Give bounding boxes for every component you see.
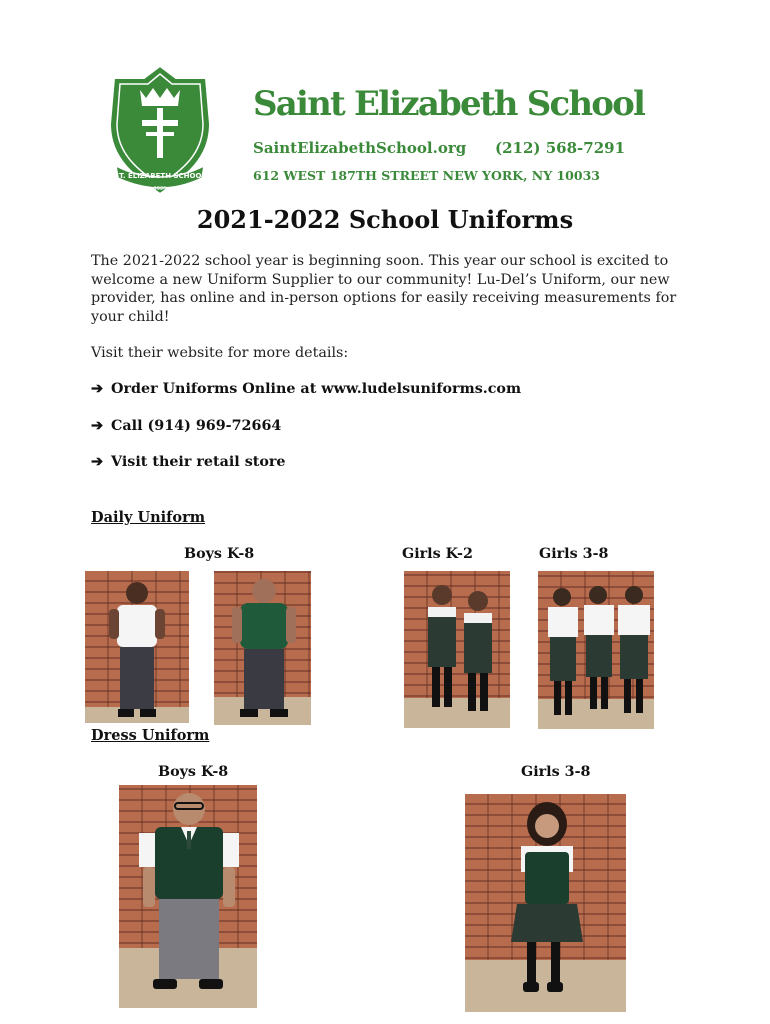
school-website[interactable]: SaintElizabethSchool.org xyxy=(253,139,467,157)
daily-boys-photo-1 xyxy=(85,571,189,723)
svg-text:1926: 1926 xyxy=(153,186,167,192)
school-phone: (212) 568-7291 xyxy=(495,139,626,157)
option-label: Call (914) 969-72664 xyxy=(111,418,282,434)
daily-uniform-heading: Daily Uniform xyxy=(91,509,206,526)
option-order-online xyxy=(91,381,521,397)
dress-uniform-heading: Dress Uniform xyxy=(91,727,210,744)
option-call xyxy=(91,418,281,434)
option-label: Visit their retail store xyxy=(111,454,286,470)
dress-boys-caption: Boys K-8 xyxy=(158,764,229,780)
svg-text:ST. ELIZABETH SCHOOL: ST. ELIZABETH SCHOOL xyxy=(114,172,206,180)
document-title: 2021-2022 School Uniforms xyxy=(196,205,574,234)
daily-girls-38-photo xyxy=(538,571,654,729)
school-address: 612 WEST 187TH STREET NEW YORK, NY 10033 xyxy=(253,168,600,183)
intro-paragraph: The 2021-2022 school year is beginning soon. This year our school is excited to welcome a new Uniform Supplier to our community! Lu-Del’s Uniform, our new provider, has online and in-person options for easily receiving measurements for your child! xyxy=(91,253,677,325)
daily-girls-k2-caption: Girls K-2 xyxy=(402,546,473,562)
arrow-right-icon: ➔ xyxy=(91,381,103,397)
school-crest-logo xyxy=(106,64,214,196)
arrow-right-icon: ➔ xyxy=(91,418,103,434)
arrow-right-icon: ➔ xyxy=(91,454,103,470)
dress-girls-photo xyxy=(465,794,626,1012)
daily-boys-caption: Boys K-8 xyxy=(184,546,255,562)
dress-boys-photo xyxy=(119,785,257,1008)
option-visit-store xyxy=(91,454,286,470)
daily-boys-photo-2 xyxy=(214,571,311,725)
daily-girls-38-caption: Girls 3-8 xyxy=(539,546,609,562)
visit-text: Visit their website for more details: xyxy=(91,345,349,361)
school-name: Saint Elizabeth School xyxy=(253,84,645,124)
dress-girls-caption: Girls 3-8 xyxy=(521,764,591,780)
option-label: Order Uniforms Online at www.ludelsuniforms.com xyxy=(111,381,522,397)
daily-girls-k2-photo xyxy=(404,571,510,728)
